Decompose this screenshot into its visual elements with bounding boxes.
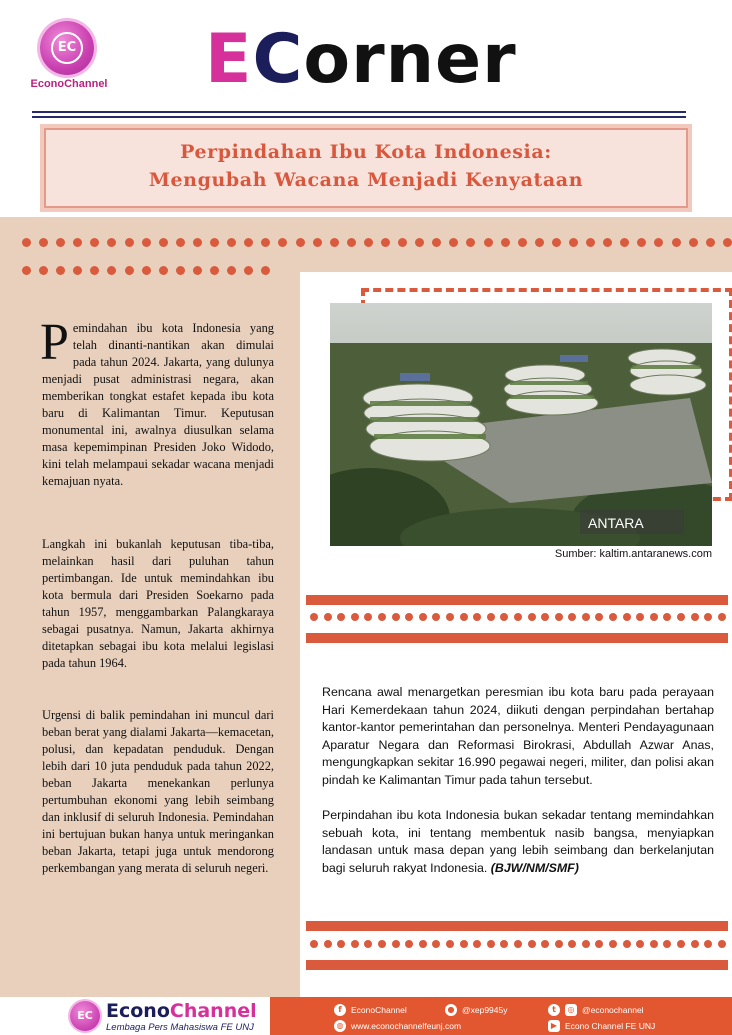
decorative-dot xyxy=(90,238,99,247)
decorative-dot xyxy=(637,238,646,247)
decorative-dot xyxy=(405,613,413,621)
decorative-dot xyxy=(623,940,631,948)
decorative-dot xyxy=(718,613,726,621)
decorative-dot xyxy=(501,238,510,247)
facebook-icon: f xyxy=(334,1004,346,1016)
article-title-line1: Perpindahan Ibu Kota Indonesia: xyxy=(180,141,552,163)
decorative-dot xyxy=(595,940,603,948)
decorative-dot xyxy=(39,238,48,247)
footer-brand-part2: Channel xyxy=(169,1000,257,1022)
twitter-icon: t xyxy=(548,1004,560,1016)
decorative-dot xyxy=(244,238,253,247)
decorative-dot xyxy=(620,238,629,247)
footer-social[interactable] xyxy=(548,1004,644,1016)
decorative-dot xyxy=(432,940,440,948)
decorative-dot xyxy=(473,940,481,948)
masthead-title xyxy=(205,18,517,102)
decorative-dot xyxy=(392,940,400,948)
decorative-dot xyxy=(535,238,544,247)
decorative-dot xyxy=(210,238,219,247)
decorative-dot xyxy=(378,940,386,948)
decorative-dot xyxy=(56,238,65,247)
decorative-dot xyxy=(22,266,31,275)
decorative-dot xyxy=(569,238,578,247)
decorative-stripe xyxy=(306,960,728,970)
footer-brand-part1: Econo xyxy=(106,1000,170,1022)
globe-icon: ◍ xyxy=(334,1020,346,1032)
econochannel-logo xyxy=(40,21,94,75)
decorative-dot xyxy=(324,613,332,621)
decorative-dot xyxy=(460,613,468,621)
decorative-dot xyxy=(449,238,458,247)
decorative-dot xyxy=(582,613,590,621)
decorative-dot xyxy=(159,238,168,247)
decorative-dot xyxy=(405,940,413,948)
decorative-dot xyxy=(582,940,590,948)
decorative-dot xyxy=(541,940,549,948)
decorative-dot xyxy=(552,238,561,247)
decorative-dot xyxy=(609,940,617,948)
author-signature: (BJW/NM/SMF) xyxy=(490,860,579,875)
decorative-stripe xyxy=(306,595,728,605)
footer-website[interactable] xyxy=(334,1020,461,1032)
decorative-dot xyxy=(347,238,356,247)
decorative-dot xyxy=(528,940,536,948)
decorative-dot xyxy=(704,940,712,948)
decorative-dot xyxy=(398,238,407,247)
decorative-dot xyxy=(603,238,612,247)
decorative-dot xyxy=(500,613,508,621)
footer-line-text: @xep9945y xyxy=(462,1005,508,1015)
decorative-dot xyxy=(677,940,685,948)
left-paragraph-1 xyxy=(40,314,274,490)
decorative-dot xyxy=(244,266,253,275)
decorative-dot xyxy=(56,266,65,275)
masthead-rest: orner xyxy=(303,20,517,99)
decorative-dot xyxy=(691,940,699,948)
drop-cap: P xyxy=(40,314,69,371)
decorative-dot xyxy=(654,238,663,247)
decorative-dot xyxy=(39,266,48,275)
masthead-letter-e: E xyxy=(205,20,253,99)
right-paragraph-2 xyxy=(322,807,714,877)
footer-logo: EC xyxy=(70,1001,100,1031)
decorative-dot xyxy=(337,613,345,621)
decorative-dot xyxy=(689,238,698,247)
decorative-dot xyxy=(125,238,134,247)
decorative-dot xyxy=(210,266,219,275)
decorative-dot xyxy=(73,238,82,247)
decorative-dot xyxy=(446,940,454,948)
decorative-dot xyxy=(460,940,468,948)
decorative-dot xyxy=(142,266,151,275)
decorative-dot xyxy=(432,238,441,247)
decorative-dot xyxy=(351,940,359,948)
left-paragraph-2: Langkah ini bukanlah keputusan tiba-tiba, melainkan hasil dari puluhan tahun pertimbangan. Ide untuk memindahkan ibu kota bermula dari Presiden Soekarno pada tahun 1957, menggambarkan Palangkaraya sebagai pusatnya. Namun, Jakarta akhirnya ditetapkan sebagai ibu kota melalui legislasi pada tahun 1964. xyxy=(42,537,274,670)
photo-illustration xyxy=(330,303,712,546)
decorative-dot xyxy=(706,238,715,247)
footer-website-text: www.econochannelfeunj.com xyxy=(351,1021,462,1031)
footer-youtube[interactable] xyxy=(548,1020,655,1032)
decorative-dot xyxy=(337,940,345,948)
decorative-dot xyxy=(586,238,595,247)
footer-subtitle: Lembaga Pers Mahasiswa FE UNJ xyxy=(106,1022,254,1033)
decorative-dot-row xyxy=(310,613,726,621)
youtube-icon: ▶ xyxy=(548,1020,560,1032)
decorative-dot xyxy=(466,238,475,247)
decorative-dot xyxy=(324,940,332,948)
footer-facebook-text: EconoChannel xyxy=(351,1005,407,1015)
footer-line[interactable] xyxy=(445,1004,508,1016)
decorative-dot xyxy=(73,266,82,275)
decorative-dot xyxy=(22,238,31,247)
right-paragraph-2-text: Perpindahan ibu kota Indonesia bukan sekadar tentang memindahkan sebuah kota, ini tentang membentuk nasib bangsa, menyiapkan landasan untuk masa depan yang lebih seimbang dan berkelanjutan bagi seluruh rakyat Indonesia. xyxy=(322,808,714,875)
decorative-dot xyxy=(227,266,236,275)
decorative-dot-row xyxy=(310,940,726,948)
decorative-dot xyxy=(392,613,400,621)
decorative-dot xyxy=(193,266,202,275)
decorative-dot xyxy=(227,238,236,247)
decorative-dot xyxy=(595,613,603,621)
decorative-dot-row xyxy=(22,266,270,275)
decorative-dot xyxy=(419,940,427,948)
decorative-dot xyxy=(473,613,481,621)
decorative-dot xyxy=(718,940,726,948)
line-chat-icon: ● xyxy=(445,1004,457,1016)
decorative-dot xyxy=(432,613,440,621)
decorative-dot xyxy=(330,238,339,247)
decorative-stripe xyxy=(306,921,728,931)
decorative-dot xyxy=(677,613,685,621)
decorative-dot xyxy=(381,238,390,247)
decorative-dot xyxy=(623,613,631,621)
decorative-dot xyxy=(636,940,644,948)
photo-watermark: ANTARA xyxy=(588,515,644,531)
decorative-dot xyxy=(364,613,372,621)
decorative-dot xyxy=(487,613,495,621)
decorative-dot xyxy=(351,613,359,621)
left-paragraph-3: Urgensi di balik pemindahan ini muncul dari beban berat yang dialami Jakarta—kemacetan, polusi, dan kepadatan penduduk. Dengan lebih dari 10 juta penduduk pada tahun 2022, beban Jakarta menekankan perlunya pertumbuhan ekonomi yang lebih seimbang dan inklusif di seluruh Indonesia. Pemindahan ini bertujuan bukan hanya untuk meringankan beban Jakarta, tetapi juga untuk mendorong perkembangan yang merata di seluruh negeri. xyxy=(42,708,274,875)
decorative-dot xyxy=(261,266,270,275)
decorative-dot xyxy=(555,940,563,948)
decorative-dot xyxy=(514,613,522,621)
decorative-dot xyxy=(704,613,712,621)
decorative-dot xyxy=(650,940,658,948)
article-title-box xyxy=(44,128,688,208)
decorative-dot xyxy=(176,266,185,275)
decorative-dot xyxy=(555,613,563,621)
decorative-dot xyxy=(487,940,495,948)
decorative-dot xyxy=(296,238,305,247)
decorative-dot xyxy=(107,266,116,275)
decorative-dot xyxy=(663,940,671,948)
decorative-dot xyxy=(278,238,287,247)
decorative-stripe xyxy=(306,633,728,643)
instagram-icon: ◎ xyxy=(565,1004,577,1016)
decorative-dot xyxy=(636,613,644,621)
right-paragraph-1: Rencana awal menargetkan peresmian ibu kota baru pada perayaan Hari Kemerdekaan tahun 2024, diikuti dengan perpindahan bertahap kantor-kantor pemerintahan dan personelnya. Menteri Pendayagunaan Aparatur Negara dan Reformasi Birokrasi, Abdullah Azwar Anas, mengungkapkan sekitar 16.990 pegawai negeri, militer, dan polisi akan pindah ke Kalimantan Timur pada tahun tersebut. xyxy=(322,685,714,787)
decorative-dot xyxy=(125,266,134,275)
masthead-letter-c: C xyxy=(252,20,304,99)
decorative-dot xyxy=(514,940,522,948)
header-rule xyxy=(32,111,686,113)
decorative-dot xyxy=(193,238,202,247)
footer-social-text: @econochannel xyxy=(582,1005,644,1015)
footer-youtube-text: Econo Channel FE UNJ xyxy=(565,1021,656,1031)
decorative-dot xyxy=(107,238,116,247)
decorative-dot xyxy=(650,613,658,621)
decorative-dot xyxy=(500,940,508,948)
decorative-dot xyxy=(313,238,322,247)
footer-brand-name xyxy=(106,1000,257,1022)
decorative-dot xyxy=(568,940,576,948)
article-title-line2: Mengubah Wacana Menjadi Kenyataan xyxy=(148,169,584,191)
decorative-dot xyxy=(609,613,617,621)
decorative-dot xyxy=(176,238,185,247)
decorative-dot xyxy=(663,613,671,621)
decorative-dot-row xyxy=(22,238,732,247)
decorative-dot xyxy=(310,613,318,621)
decorative-dot xyxy=(691,613,699,621)
ikn-building-photo xyxy=(330,303,712,546)
decorative-dot xyxy=(378,613,386,621)
decorative-dot xyxy=(541,613,549,621)
logo-initials: EC xyxy=(51,32,83,64)
decorative-dot xyxy=(415,238,424,247)
decorative-dot xyxy=(261,238,270,247)
decorative-dot xyxy=(484,238,493,247)
decorative-dot xyxy=(528,613,536,621)
decorative-dot xyxy=(310,940,318,948)
decorative-dot xyxy=(419,613,427,621)
decorative-dot xyxy=(90,266,99,275)
decorative-dot xyxy=(568,613,576,621)
decorative-dot xyxy=(672,238,681,247)
decorative-dot xyxy=(159,266,168,275)
logo-text: EconoChannel xyxy=(30,78,108,90)
photo-credit: Sumber: kaltim.antaranews.com xyxy=(554,548,712,560)
decorative-dot xyxy=(723,238,732,247)
decorative-dot xyxy=(364,238,373,247)
header-rule xyxy=(32,116,686,118)
decorative-dot xyxy=(518,238,527,247)
footer-facebook[interactable] xyxy=(334,1004,407,1016)
decorative-dot xyxy=(364,940,372,948)
decorative-dot xyxy=(142,238,151,247)
decorative-dot xyxy=(446,613,454,621)
left-paragraph-1-text: emindahan ibu kota Indonesia yang telah dinanti-nantikan akan dimulai pada tahun 2024. Jakarta, yang dulunya menjadi pusat administrasi negara, akan memberikan tongkat estafet kepada ibu kota baru di Kalimantan Timur. Keputusan monumental ini, awalnya diusulkan selama masa kepemimpinan Presiden Joko Widodo, kini telah melampaui sekadar wacana menjadi kemajuan nyata. xyxy=(42,321,274,488)
